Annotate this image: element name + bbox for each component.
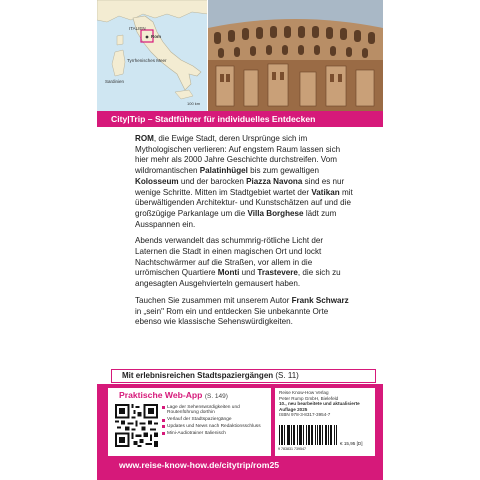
text-run: sind es nur wenige Schritte. Mitten im Stadtgebiet wartet der <box>135 176 345 197</box>
paragraph-3 <box>135 296 353 328</box>
webapp-page: (S. 149) <box>204 393 228 400</box>
colosseum-photo <box>208 0 383 111</box>
italy-map-shapes <box>97 0 208 111</box>
text-run: und der barocken <box>178 176 247 186</box>
highlight-term: Trastevere <box>257 268 298 278</box>
map-label-italien: ITALIEN <box>129 26 146 31</box>
feature-item: Verlauf der Stadtspaziergänge <box>162 417 268 422</box>
italy-map <box>97 0 208 111</box>
webapp-title <box>119 390 228 400</box>
webapp-feature-list <box>162 405 268 438</box>
highlight-term: Monti <box>217 268 240 278</box>
qr-code-icon[interactable] <box>115 404 158 447</box>
price: € 15,95 [D] <box>340 441 363 446</box>
series-tagline: City|Trip – Stadtführer für individuelles Entdecken <box>97 111 383 127</box>
text-run: lädt zum Ausspannen ein. <box>135 208 337 229</box>
text-run: Tauchen Sie zusammen mit unserem Autor <box>135 295 292 305</box>
paragraph-2 <box>135 236 353 290</box>
highlight-term: Kolosseum <box>135 176 179 186</box>
map-label-sardinien: Sardinien <box>105 79 125 84</box>
webapp-title-text: Praktische Web-App <box>119 390 203 400</box>
text-run: , die sich zu angesagten Ausgehvierteln gemausert haben. <box>135 268 341 289</box>
teaser-text: Mit erlebnisreichen Stadtspaziergängen <box>122 371 274 380</box>
edition-info: 10., neu bearbeitete und aktualisierte Auflage 2025 <box>279 401 360 412</box>
colosseum-illustration <box>208 0 383 111</box>
map-label-meer: Tyrrhenisches Meer <box>127 58 167 63</box>
highlight-term: Piazza Navona <box>246 176 303 186</box>
publisher-company: Peter Rump GmbH, Bielefeld <box>279 395 339 401</box>
text-run: Abends verwandelt das schummrig-rötliche Licht der Laternen die Stadt in einen magischen Ort und lockt Nachtschwärmer auf die Straßen, vor allem in die urrömischen Quartiere <box>135 236 324 278</box>
description-text <box>135 134 353 334</box>
isbn: ISBN 978-3-8317-3954-7 <box>279 412 331 418</box>
website-url[interactable]: www.reise-know-how.de/citytrip/rom25 <box>97 458 383 480</box>
feature-item: Mini-Audiotrainer Italienisch <box>162 431 268 436</box>
publisher-name: Reise Know-How Verlag <box>279 390 329 395</box>
feature-item: Lage der Sehenswürdigkeiten und Routenführung dorthin <box>162 405 268 416</box>
highlight-term: Frank Schwarz <box>291 295 349 305</box>
text-run: mit überwältigenden Architektur- und Kunstschätzen auf und die großzügige Parkanlage um die <box>135 187 353 218</box>
map-label-rom: Rom <box>151 34 161 39</box>
feature-item: Updates und News nach Redaktionsschluss <box>162 424 268 429</box>
map-scale: 100 km <box>187 101 201 106</box>
text-run: , die Ewige Stadt, deren Ursprünge sich im Mythologischen verlieren: Auf engstem Raum lassen sich hier mehr als 2000 Jahre Geschichte durchstreifen. Vom wildromantischen <box>135 134 341 176</box>
highlight-term: Palatinhügel <box>199 166 248 176</box>
highlight-term: ROM <box>135 134 154 143</box>
paragraph-1 <box>135 134 353 230</box>
teaser-page: (S. 11) <box>275 371 299 380</box>
highlight-term: Villa Borghese <box>247 208 304 218</box>
publisher-info <box>279 390 373 418</box>
barcode-number: 9 783831 739547 <box>278 447 306 451</box>
barcode-icon <box>278 425 338 447</box>
text-run: und <box>239 268 258 278</box>
highlight-term: Vatikan <box>311 187 340 197</box>
text-run: bis zum gewaltigen <box>247 166 319 176</box>
walking-tours-teaser <box>111 369 376 383</box>
text-run: in „sein" Rom ein und entdecken Sie unbekannte Orte ebenso wie klassische Sehenswürdigkeiten. <box>135 306 329 327</box>
book-back-cover <box>97 0 383 480</box>
